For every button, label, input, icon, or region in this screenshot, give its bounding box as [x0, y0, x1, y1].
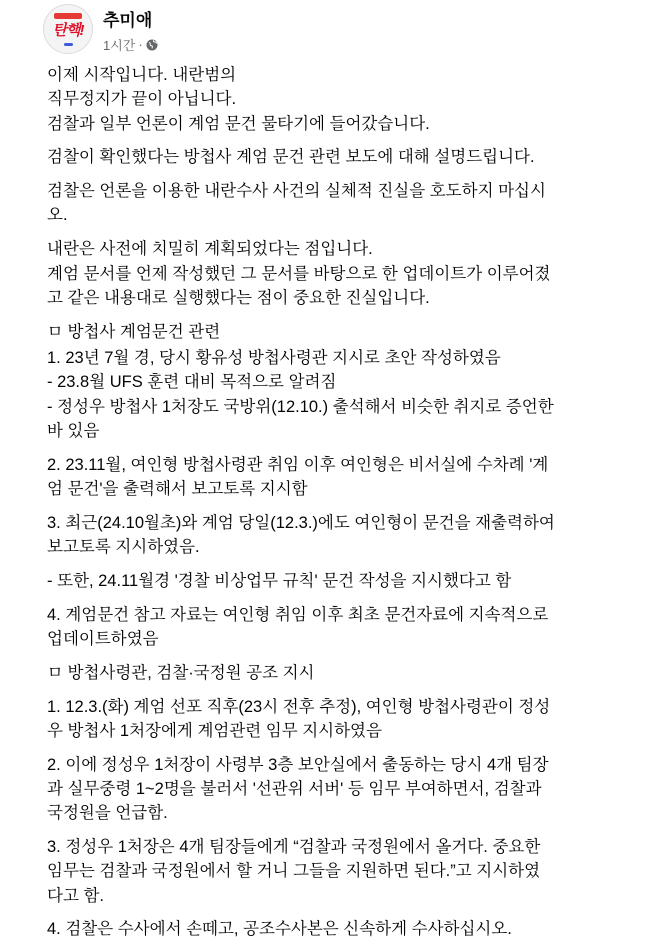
- post-text-line: 다고 함.: [47, 886, 104, 905]
- post-paragraph: [47, 320, 555, 344]
- post-paragraph: [47, 346, 555, 443]
- post-text-line: 계엄 문서를 언제 작성했던 그 문서를 바탕으로 한 업데이트가 이루어졌: [47, 264, 551, 283]
- meta-separator: ·: [138, 37, 143, 52]
- post-text-line: 검찰이 확인했다는 방첩사 계엄 문건 관련 보도에 대해 설명드립니다.: [47, 148, 535, 167]
- post-text-line: 오.: [47, 206, 68, 225]
- author-avatar[interactable]: [43, 4, 93, 54]
- post-text-line: 임무는 검찰과 국정원에서 할 거니 그들을 지원하면 된다.”고 지시하였: [47, 862, 541, 881]
- post-text-line: 1. 23년 7월 경, 당시 황유성 방첩사령관 지시로 초안 작성하였음: [47, 348, 501, 367]
- post-text-line: 우 방첩사 1처장에게 계엄관련 임무 지시하였음: [47, 721, 382, 740]
- post-text-line: 2. 이에 정성우 1처장이 사령부 3층 보안실에서 출동하는 당시 4개 팀장: [47, 755, 549, 774]
- post-paragraph: [47, 453, 555, 502]
- post-body: [47, 63, 555, 951]
- post-text-line: 내란은 사전에 치밀히 계획되었다는 점입니다.: [47, 240, 373, 259]
- post-paragraph: [47, 695, 555, 744]
- post-text-line: ㅁ 방첩사령관, 검찰·국정원 공조 지시: [47, 663, 315, 682]
- post-paragraph: [47, 753, 555, 826]
- post-text-line: 1. 12.3.(화) 계엄 선포 직후(23시 전후 추정), 여인형 방첩사령관이 정성: [47, 697, 551, 716]
- post-text-line: 과 실무중령 1~2명을 불러서 '선관위 서버' 등 임무 부여하면서, 검찰과: [47, 779, 542, 798]
- post-text-line: 엄 문건'을 출력해서 보고토록 지시함: [47, 479, 308, 498]
- post-text-line: 고 같은 내용대로 실행했다는 점이 중요한 진실입니다.: [47, 288, 430, 307]
- avatar-logo-text: 탄핵!: [52, 22, 84, 39]
- post-paragraph: [47, 661, 555, 685]
- post-text-line: 검찰과 일부 언론이 계엄 문건 물타기에 들어갔습니다.: [47, 114, 430, 133]
- post-paragraph: [47, 835, 555, 908]
- post-paragraph: [47, 63, 555, 136]
- post-text-line: 이제 시작입니다. 내란범의: [47, 66, 237, 84]
- post-text-line: 국정원을 언급함.: [47, 804, 168, 823]
- post-meta: [103, 35, 158, 54]
- post-text-line: 직무정지가 끝이 아닙니다.: [47, 90, 237, 109]
- post-text-line: 3. 정성우 1처장은 4개 팀장들에게 “검찰과 국정원에서 올거다. 중요한: [47, 838, 541, 857]
- post-text-line: 업데이트하였음: [47, 629, 159, 648]
- post-text-line: - 23.8월 UFS 훈련 대비 목적으로 알려짐: [47, 373, 337, 392]
- post-text-line: - 또한, 24.11월경 '경찰 비상업무 규칙' 문건 작성을 지시했다고 함: [47, 571, 512, 590]
- post-text-line: - 정성우 방첩사 1처장도 국방위(12.10.) 출석해서 비슷한 취지로 증언한: [47, 397, 554, 416]
- post-text-line: 보고토록 지시하였음.: [47, 538, 200, 557]
- post-paragraph: [47, 569, 555, 593]
- post-text-line: 4. 검찰은 수사에서 손떼고, 공조수사본은 신속하게 수사하십시오.: [47, 920, 512, 939]
- post-paragraph: [47, 511, 555, 560]
- author-name[interactable]: 추미애: [103, 11, 153, 30]
- globe-icon[interactable]: [146, 39, 158, 51]
- post-text-line: 바 있음: [47, 421, 100, 440]
- post-text-line: 3. 최근(24.10월초)와 계엄 당일(12.3.)에도 여인형이 문건을 재출력하여: [47, 513, 555, 532]
- post-paragraph: [47, 603, 555, 652]
- post-time[interactable]: 1시간: [103, 38, 136, 53]
- post-paragraph: [47, 145, 555, 169]
- post-text-line: 검찰은 언론을 이용한 내란수사 사건의 실체적 진실을 호도하지 마십시: [47, 182, 546, 201]
- post-paragraph: [47, 237, 555, 310]
- post-text-line: 2. 23.11월, 여인형 방첩사령관 취임 이후 여인형은 비서실에 수차례 '계: [47, 455, 549, 474]
- post-paragraph: [47, 179, 555, 228]
- post-text-line: ㅁ 방첩사 계엄문건 관련: [47, 322, 221, 341]
- post-text-line: 4. 계엄문건 참고 자료는 여인형 취임 이후 최초 문건자료에 지속적으로: [47, 605, 549, 624]
- avatar-mark: [64, 43, 73, 46]
